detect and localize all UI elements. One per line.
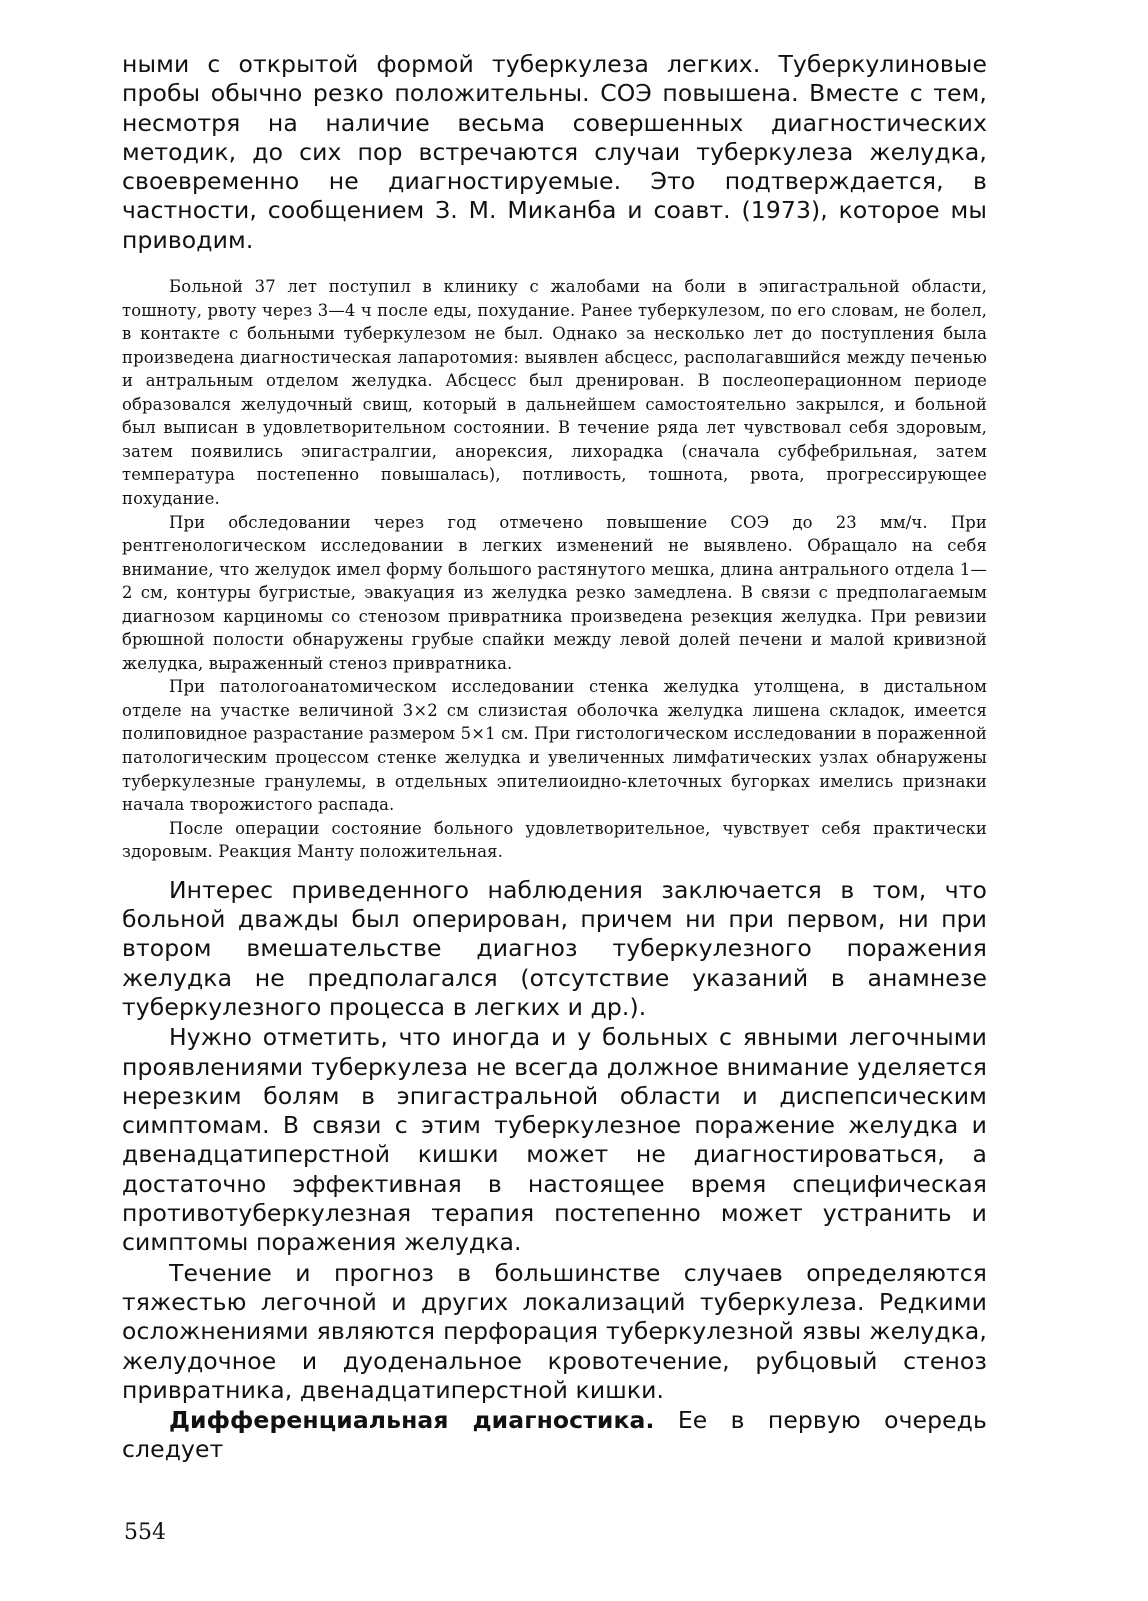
case-paragraph-2: При обследовании через год отмечено повышение СОЭ до 23 мм/ч. При рентгенологическом исследовании в легких изменений не выявлено. Обращало на себя внимание, что желудок имел форму большого растянутого мешка, длина антрального отдела 1—2 см, контуры бугристые, эвакуация из желудка резко замедлена. В связи с предполагаемым диагнозом карциномы со стенозом привратника произведена резекция желудка. При ревизии брюшной полости обнаружены грубые спайки между левой долей печени и малой кривизной желудка, выраженный стеноз привратника. [122, 512, 987, 673]
differential-text: Ее в первую очередь следует [122, 1406, 987, 1464]
differential-paragraph [122, 1406, 987, 1465]
case-report [122, 275, 987, 864]
differential-heading: Дифференциальная диагностика. [169, 1406, 655, 1435]
intro-paragraph: ными с открытой формой туберкулеза легких. Туберкулиновые пробы обычно резко положительны. СОЭ повышена. Вместе с тем, несмотря на наличие весьма совершенных диагностических методик, до сих пор встречаются случаи туберкулеза желудка, своевременно не диагностируемые. Это подтверждается, в частности, сообщением З. М. Миканба и соавт. (1973), которое мы приводим. [122, 50, 987, 254]
case-paragraph-4: После операции состояние больного удовлетворительное, чувствует себя практически здоровым. Реакция Манту положительная. [122, 818, 987, 862]
text-column [122, 50, 987, 1465]
body-paragraph-3: Течение и прогноз в большинстве случаев определяются тяжестью легочной и других локализаций туберкулеза. Редкими осложнениями являются перфорация туберкулезной язвы желудка, желудочное и дуоденальное кровотечение, рубцовый стеноз привратника, двенадцатиперстной кишки. [122, 1258, 987, 1404]
case-paragraph-1: Больной 37 лет поступил в клинику с жалобами на боли в эпигастральной области, тошноту, рвоту через 3—4 ч после еды, похудание. Ранее туберкулезом, по его словам, не болел, в контакте с больными туберкулезом не был. Однако за несколько лет до поступления была произведена диагностическая лапаротомия: выявлен абсцесс, располагавшийся между печенью и антральным отделом желудка. Абсцесс был дренирован. В послеоперационном периоде образовался желудочный свищ, который в дальнейшем самостоятельно закрылся, и больной был выписан в удовлетворительном состоянии. В течение ряда лет чувствовал себя здоровым, затем появились эпигастралгии, анорексия, лихорадка (сначала субфебрильная, затем температура постепенно повышалась), потливость, тошнота, рвота, прогрессирующее похудание. [122, 277, 987, 508]
case-paragraph-3: При патологоанатомическом исследовании стенка желудка утолщена, в дистальном отделе на участке величиной 3×2 см слизистая оболочка желудка лишена складок, имеется полиповидное разрастание размером 5×1 см. При гистологическом исследовании в пораженной патологическим процессом стенке желудка и увеличенных лимфатических узлах обнаружены туберкулезные гранулемы, в отдельных эпителиоидно-клеточных бугорках имелись признаки начала творожистого распада. [122, 677, 987, 815]
page-number: 554 [124, 1520, 166, 1545]
body-paragraph-2: Нужно отметить, что иногда и у больных с явными легочными проявлениями туберкулеза не всегда должное внимание уделяется нерезким болям в эпигастральной области и диспепсическим симптомам. В связи с этим туберкулезное поражение желудка и двенадцатиперстной кишки может не диагностироваться, а достаточно эффективная в настоящее время специфическая противотуберкулезная терапия постепенно может устранить и симптомы поражения желудка. [122, 1023, 987, 1257]
body-paragraph-1: Интерес приведенного наблюдения заключается в том, что больной дважды был оперирован, причем ни при первом, ни при втором вмешательстве диагноз туберкулезного поражения желудка не предполагался (отсутствие указаний в анамнезе туберкулезного процесса в легких и др.). [122, 875, 987, 1021]
